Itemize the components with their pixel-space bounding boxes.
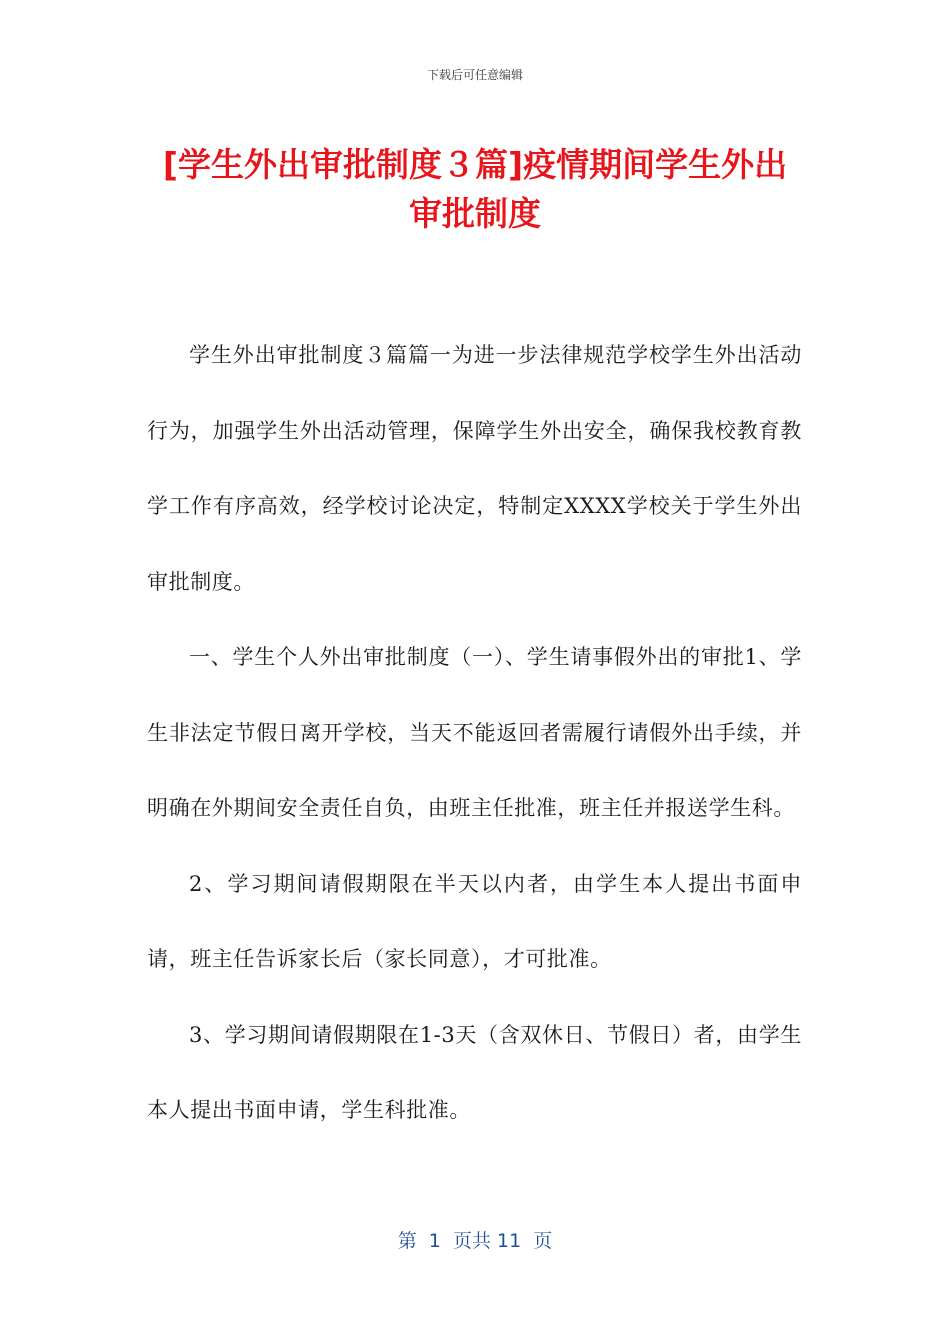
page-number: 第 1 页共 11 页 xyxy=(397,1230,553,1252)
document-body xyxy=(147,318,802,1149)
paragraph-section-1: 一、学生个人外出审批制度（一）、学生请事假外出的审批1、学生非法定节假日离开学校，当天不能返回者需履行请假外出手续，并明确在外期间安全责任自负，由班主任批准，班主任并报送学生科。 xyxy=(147,645,802,820)
document-title: [学生外出审批制度３篇]疫情期间学生外出审批制度 xyxy=(162,145,788,233)
paragraph-item-3: 3、学习期间请假期限在1-3天（含双休日、节假日）者，由学生本人提出书面申请，学生科批准。 xyxy=(147,1022,802,1122)
paragraph-item-2: 2、学习期间请假期限在半天以内者，由学生本人提出书面申请，班主任告诉家长后（家长同意），才可批准。 xyxy=(147,871,802,971)
header-note: 下载后可任意编辑 xyxy=(426,68,523,82)
paragraph-intro: 学生外出审批制度３篇篇一为进一步法律规范学校学生外出活动行为，加强学生外出活动管理，保障学生外出安全，确保我校教育教学工作有序高效，经学校讨论决定，特制定XXXX学校关于学生外出审批制度。 xyxy=(147,343,802,594)
